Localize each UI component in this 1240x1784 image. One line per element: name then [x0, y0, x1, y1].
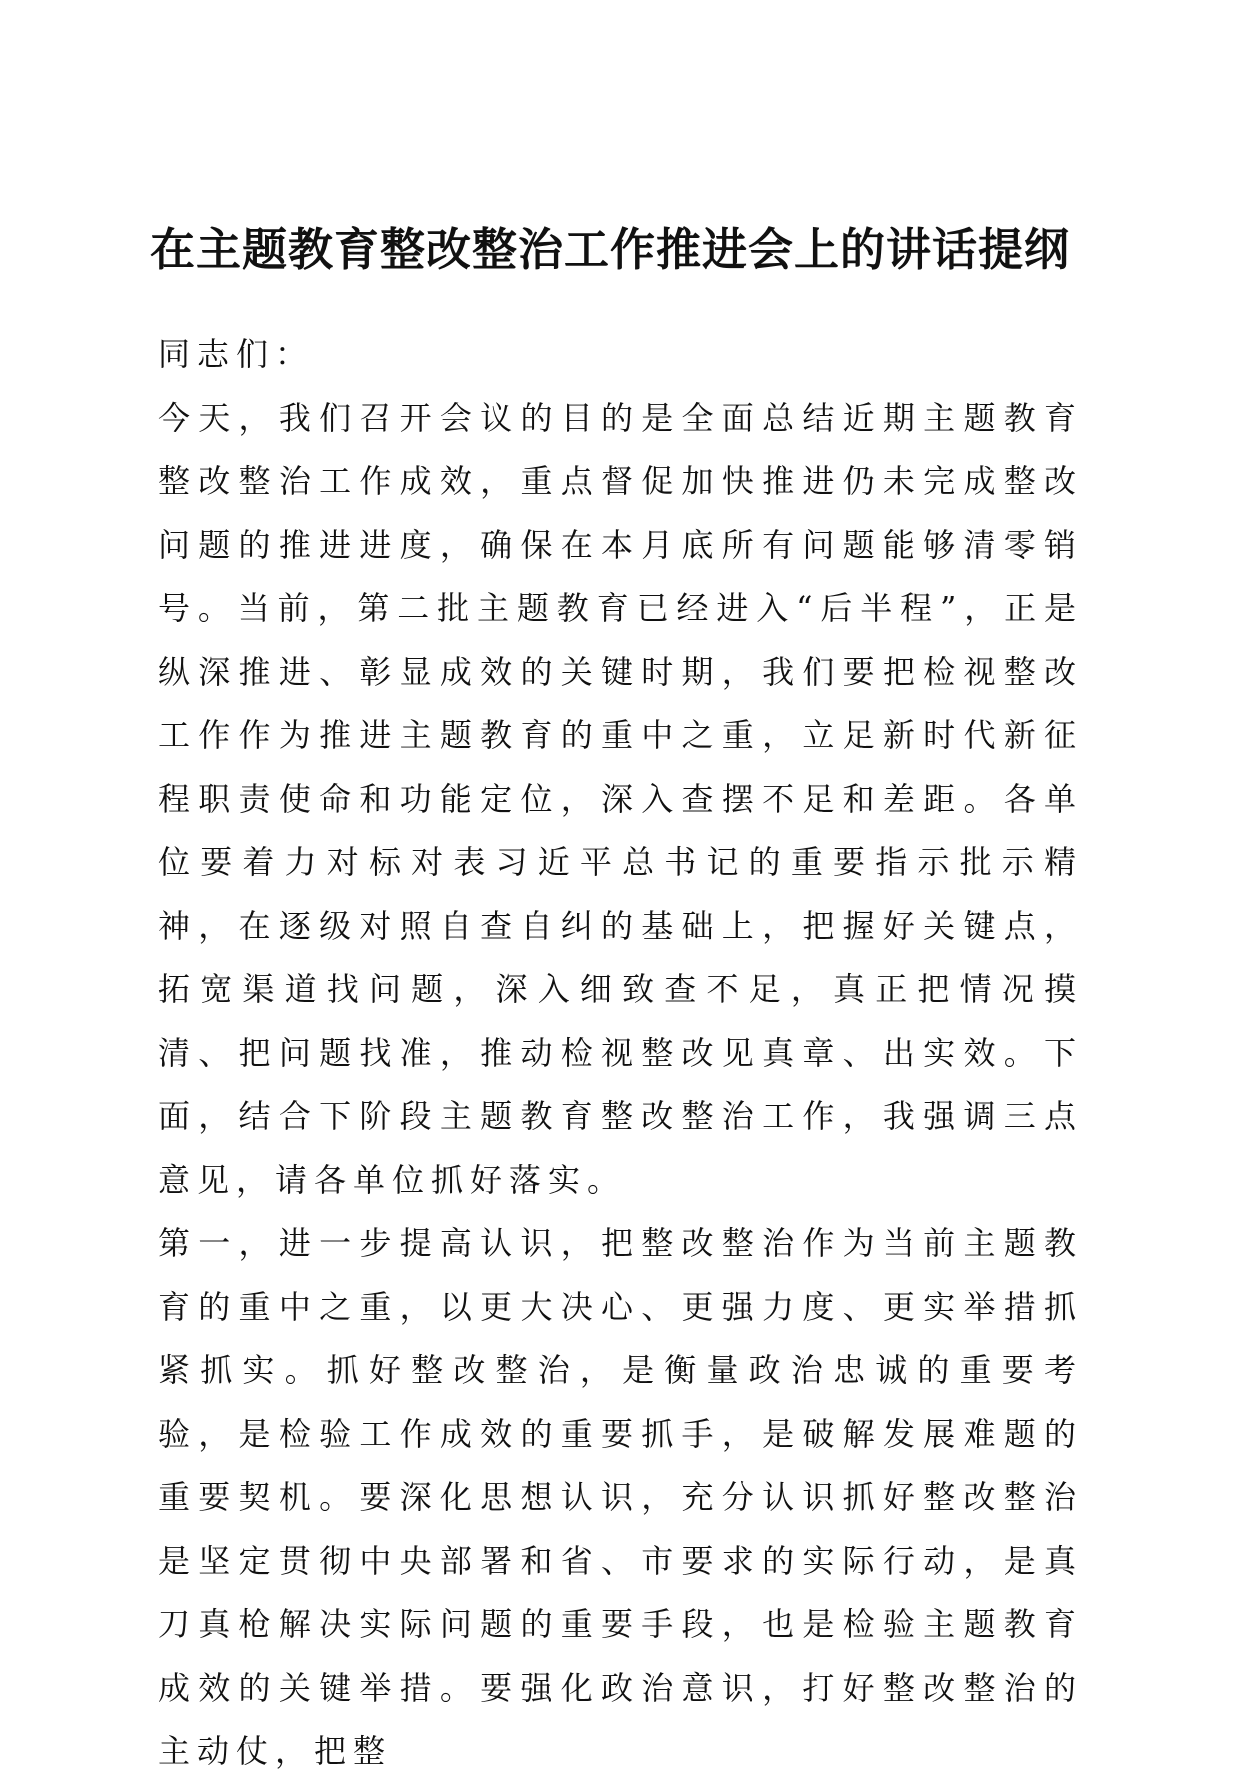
paragraph-1: 今天，我们召开会议的目的是全面总结近期主题教育整改整治工作成效，重点督促加快推进仍未完成整改问题的推进进度，确保在本月底所有问题能够清零销号。当前，第二批主题教育已经进入“后半程”，正是纵深推进、彰显成效的关键时期，我们要把检视整改工作作为推进主题教育的重中之重，立足新时代新征程职责使命和功能定位，深入查摆不足和差距。各单位要着力对标对表习近平总书记的重要指示批示精神，在逐级对照自查自纠的基础上，把握好关键点，拓宽渠道找问题，深入细致查不足，真正把情况摸清、把问题找准，推动检视整改见真章、出实效。下面，结合下阶段主题教育整改整治工作，我强调三点意见，请各单位抓好落实。: [158, 398, 1083, 1199]
paragraph-2: 第一，进一步提高认识，把整改整治作为当前主题教育的重中之重，以更大决心、更强力度、更实举措抓紧抓实。抓好整改整治，是衡量政治忠诚的重要考验，是检验工作成效的重要抓手，是破解发展难题的重要契机。要深化思想认识，充分认识抓好整改整治是坚定贯彻中央部署和省、市要求的实际行动，是真刀真枪解决实际问题的重要手段，也是检验主题教育成效的关键举措。要强化政治意识，打好整改整治的主动仗，把整: [158, 1224, 1083, 1770]
document-body: [158, 323, 1083, 1784]
salutation: 同志们：: [158, 335, 315, 373]
document-title: 在主题教育整改整治工作推进会上的讲话提纲: [150, 223, 1071, 276]
